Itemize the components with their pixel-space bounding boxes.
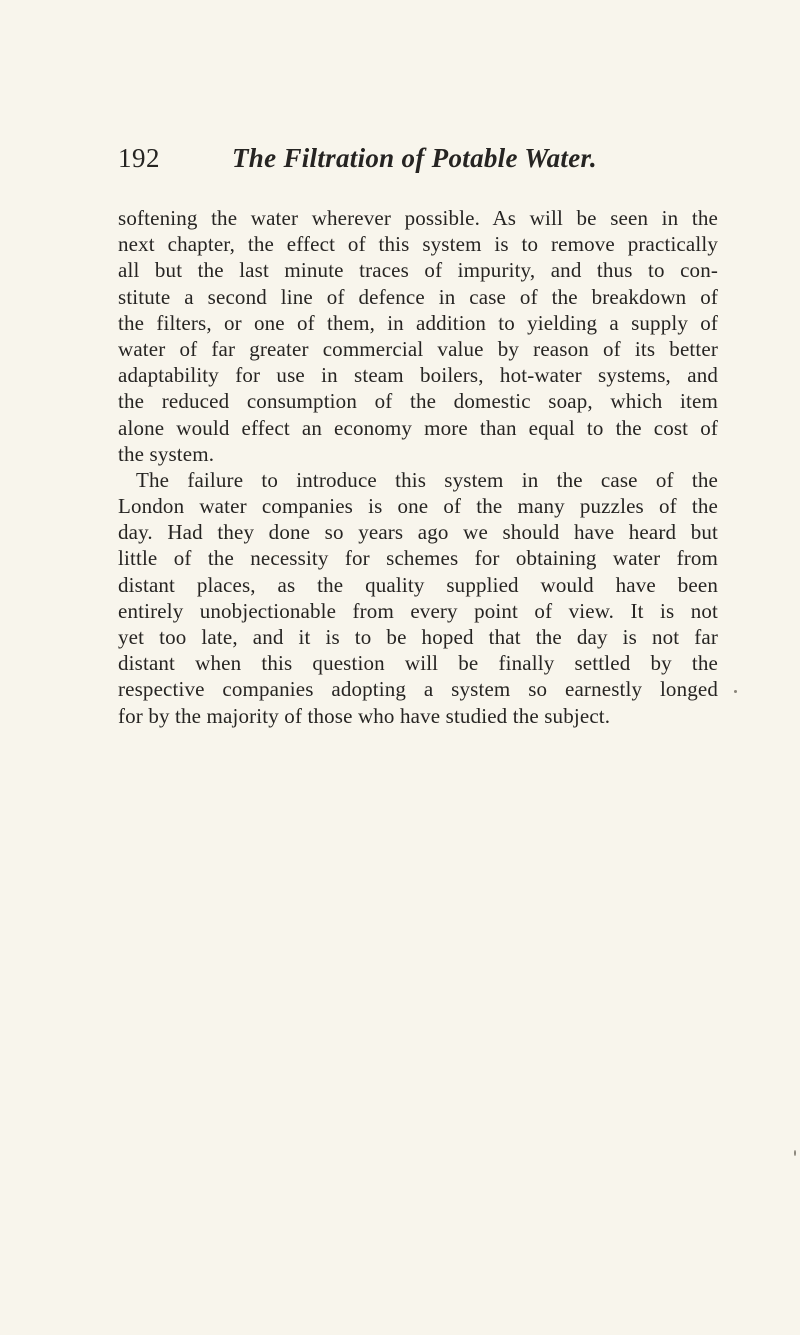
text-line: the filters, or one of them, in addition to yielding a supply of <box>118 310 718 335</box>
text-line: the reduced consumption of the domestic soap, which item <box>118 389 718 414</box>
paragraph-1 <box>118 205 718 467</box>
page-number: 192 <box>118 143 160 173</box>
running-head <box>118 143 718 183</box>
text-line: yet too late, and it is to be hoped that the day is not far <box>118 625 718 649</box>
text-line: distant when this question will be finally settled by the <box>118 651 718 676</box>
text-line: respective companies adopting a system so earnestly longed <box>118 677 718 702</box>
text-line: adaptability for use in steam boilers, hot-water systems, and <box>118 363 718 388</box>
text-line: London water companies is one of the many puzzles of the <box>118 494 718 519</box>
text-line: little of the necessity for schemes for obtaining water from <box>118 546 718 571</box>
running-title: The Filtration of Potable Water. <box>232 143 597 173</box>
text-line: next chapter, the effect of this system is to remove practically <box>118 232 718 257</box>
text-line: for by the majority of those who have studied the subject. <box>118 703 611 728</box>
text-line: The failure to introduce this system in the case of the <box>136 467 718 492</box>
body-text <box>118 205 718 729</box>
text-line: water of far greater commercial value by reason of its better <box>118 336 718 361</box>
text-line: the system. <box>118 441 215 466</box>
text-line: entirely unobjectionable from every point of view. It is not <box>118 598 718 623</box>
text-line: stitute a second line of defence in case of the breakdown of <box>118 284 718 309</box>
text-line: distant places, as the quality supplied would have been <box>118 572 718 597</box>
text-line: all but the last minute traces of impurity, and thus to con- <box>118 258 718 283</box>
text-line: softening the water wherever possible. As will be seen in the <box>118 206 718 230</box>
text-line: alone would effect an economy more than equal to the cost of <box>118 415 718 440</box>
paper-speck <box>794 1150 796 1156</box>
paper-speck <box>734 690 737 693</box>
paragraph-2 <box>118 467 718 729</box>
text-line: day. Had they done so years ago we should have heard but <box>118 520 718 545</box>
